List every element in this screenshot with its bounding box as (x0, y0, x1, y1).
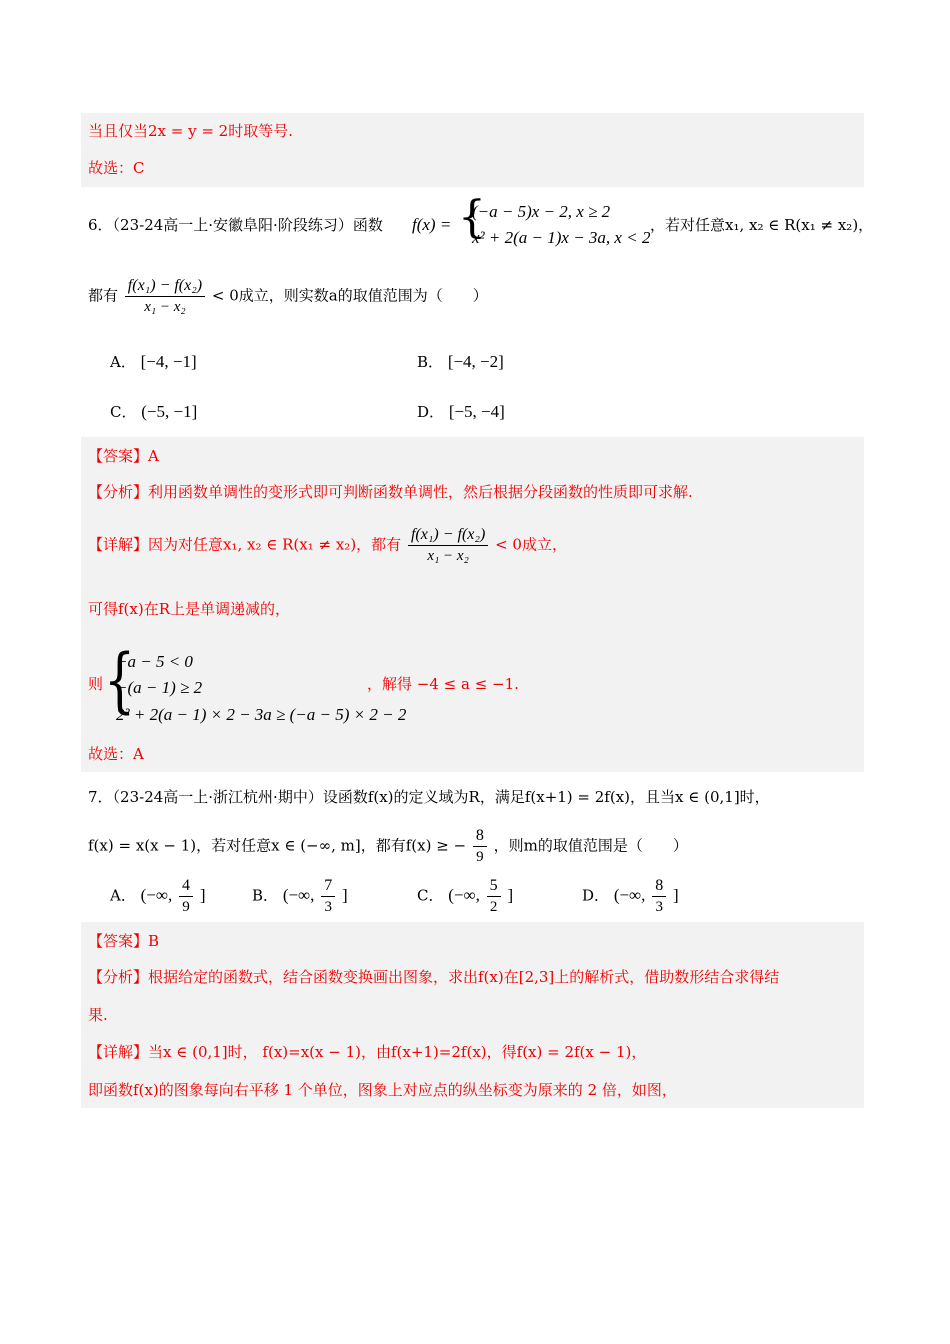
solution-block-7 (81, 922, 864, 1108)
q7-line2-pre: f(x) = x(x − 1)，若对任意x ∈ (−∞, m]，都有f(x) ≥ − (88, 836, 467, 855)
q7-option-a-pre: (−∞, (140, 885, 173, 905)
q7-option-b-frac (321, 878, 335, 915)
q6-option-c-value: (−5, −1] (141, 402, 198, 421)
q6-prefix: 6．（23-24高一上·安徽阜阳·阶段练习）函数 (88, 216, 383, 234)
sol6-choose: 故选：A (88, 745, 144, 763)
q7-line-2 (88, 828, 688, 865)
q7-option-a (110, 878, 205, 915)
q7-option-d-den: 3 (655, 899, 663, 915)
q6-line2-pre: 都有 (88, 286, 119, 305)
q7-option-d (582, 878, 679, 915)
q7-option-c-num: 5 (487, 878, 501, 897)
q7-option-c-pre: (−∞, (448, 885, 480, 905)
sol7-answer: 【答案】B (88, 932, 160, 950)
q7-option-d-frac (652, 878, 666, 915)
q7-option-a-frac (179, 878, 193, 915)
q7-frac-den: 9 (476, 849, 484, 865)
sol6-frac-den: x₁ − x₂ (427, 548, 469, 564)
q7-option-b-post: ] (342, 885, 348, 905)
sol6-frac-num: f(x₁) − f(x₂) (408, 527, 488, 546)
q6-function-name (412, 216, 451, 233)
q7-option-b-pre: (−∞, (282, 885, 315, 905)
sol6-detail (88, 527, 567, 564)
q7-option-b (252, 878, 348, 915)
q6-option-b-value: [−4, −2] (447, 352, 504, 371)
sol6-left-brace: { (104, 639, 136, 721)
equality-condition-line: 当且仅当2x = y = 2时取等号. (88, 122, 293, 140)
sol6-sys-row-3: 2² + 2(a − 1) × 2 − 3a ≥ (−a − 5) × 2 − 2 (116, 705, 407, 724)
q7-line-1: 7．（23-24高一上·浙江杭州·期中）设函数f(x)的定义域为R，满足f(x+1) = 2f(x)，且当x ∈ (0,1]时， (88, 788, 770, 806)
q7-option-c (417, 878, 513, 915)
sol7-analysis-b: 果. (88, 1006, 108, 1024)
q7-option-d-num: 8 (652, 878, 666, 897)
q7-frac-num: 8 (473, 828, 487, 847)
q7-option-c-post: ] (507, 885, 514, 905)
sol6-inequality-system (104, 639, 407, 731)
sol6-fraction (408, 527, 488, 564)
q7-option-d-post: ] (673, 885, 679, 905)
q6-left-brace: { (458, 192, 486, 243)
q6-option-d (417, 403, 505, 420)
sol6-result: ，解得 −4 ≤ a ≤ −1. (367, 675, 519, 693)
sol6-detail-pre: 【详解】因为对任意x₁, x₂ ∈ R(x₁ ≠ x₂)，都有 (88, 535, 402, 554)
q7-option-b-den: 3 (324, 899, 332, 915)
q7-option-a-den: 9 (182, 899, 190, 915)
q6-line-2 (88, 278, 488, 315)
q7-option-d-pre: (−∞, (613, 885, 646, 905)
sol6-sys-row-1: −a − 5 < 0 (116, 652, 193, 671)
sol7-detail: 【详解】当x ∈ (0,1]时， f(x)=x(x − 1)，由f(x+1)=2f(x)，得f(x) = 2f(x − 1)， (88, 1043, 647, 1061)
q6-option-c (110, 403, 197, 420)
sol6-sys-row-2: −(a − 1) ≥ 2 (116, 678, 203, 697)
q7-option-b-num: 7 (321, 878, 335, 897)
q6-option-d-label: D． (417, 403, 445, 421)
q6-option-a-value: [−4, −1] (140, 352, 197, 371)
q7-option-c-label: C． (417, 886, 444, 905)
q6-frac-num: f(x₁) − f(x₂) (125, 278, 205, 297)
q7-line2-post: ，则m的取值范围是（ ） (493, 836, 688, 855)
solution-block-6 (81, 437, 864, 772)
q6-option-c-label: C． (110, 403, 137, 421)
q6-option-a-label: A． (110, 353, 136, 371)
q7-option-b-label: B． (252, 886, 279, 905)
q6-fraction (125, 278, 205, 315)
q7-option-a-post: ] (199, 885, 206, 905)
q7-option-a-label: A． (110, 886, 136, 905)
sol6-answer: 【答案】A (88, 447, 159, 465)
q6-case-1: (−a − 5)x − 2, x ≥ 2 (472, 202, 611, 221)
sol6-detail-post: < 0成立， (495, 535, 567, 554)
q7-option-c-frac (487, 878, 501, 915)
q6-frac-den: x₁ − x₂ (144, 299, 186, 315)
sol6-monotone: 可得f(x)在R上是单调递减的， (88, 600, 291, 618)
q6-line2-post: < 0成立，则实数a的取值范围为（ ） (211, 286, 488, 305)
q6-case-2: x² + 2(a − 1)x − 3a, x < 2 (472, 228, 651, 247)
q6-option-b (417, 353, 504, 370)
q6-option-d-value: [−5, −4] (448, 402, 505, 421)
choice-line: 故选：C (88, 159, 145, 177)
q6-condition: ，若对任意x₁, x₂ ∈ R(x₁ ≠ x₂)， (650, 216, 874, 234)
sol6-analysis: 【分析】利用函数单调性的变形式即可判断函数单调性，然后根据分段函数的性质即可求解. (88, 483, 693, 501)
sol7-last: 即函数f(x)的图象每向右平移 1 个单位，图象上对应点的纵坐标变为原来的 2 倍，如图， (88, 1081, 677, 1099)
q6-fx: f(x) = (412, 215, 452, 234)
q6-option-a (110, 353, 197, 370)
q7-option-c-den: 2 (489, 899, 498, 915)
q7-fraction (473, 828, 487, 865)
q7-option-a-num: 4 (179, 878, 193, 897)
q6-option-b-label: B． (417, 353, 444, 371)
q7-option-d-label: D． (582, 886, 610, 905)
sol7-analysis-a: 【分析】根据给定的函数式，结合函数变换画出图象，求出f(x)在[2,3]上的解析式，借助数形结合求得结 (88, 968, 780, 986)
sol6-ze: 则 (88, 675, 104, 693)
q6-piecewise (458, 192, 651, 248)
solution-block-5-tail (81, 113, 864, 187)
